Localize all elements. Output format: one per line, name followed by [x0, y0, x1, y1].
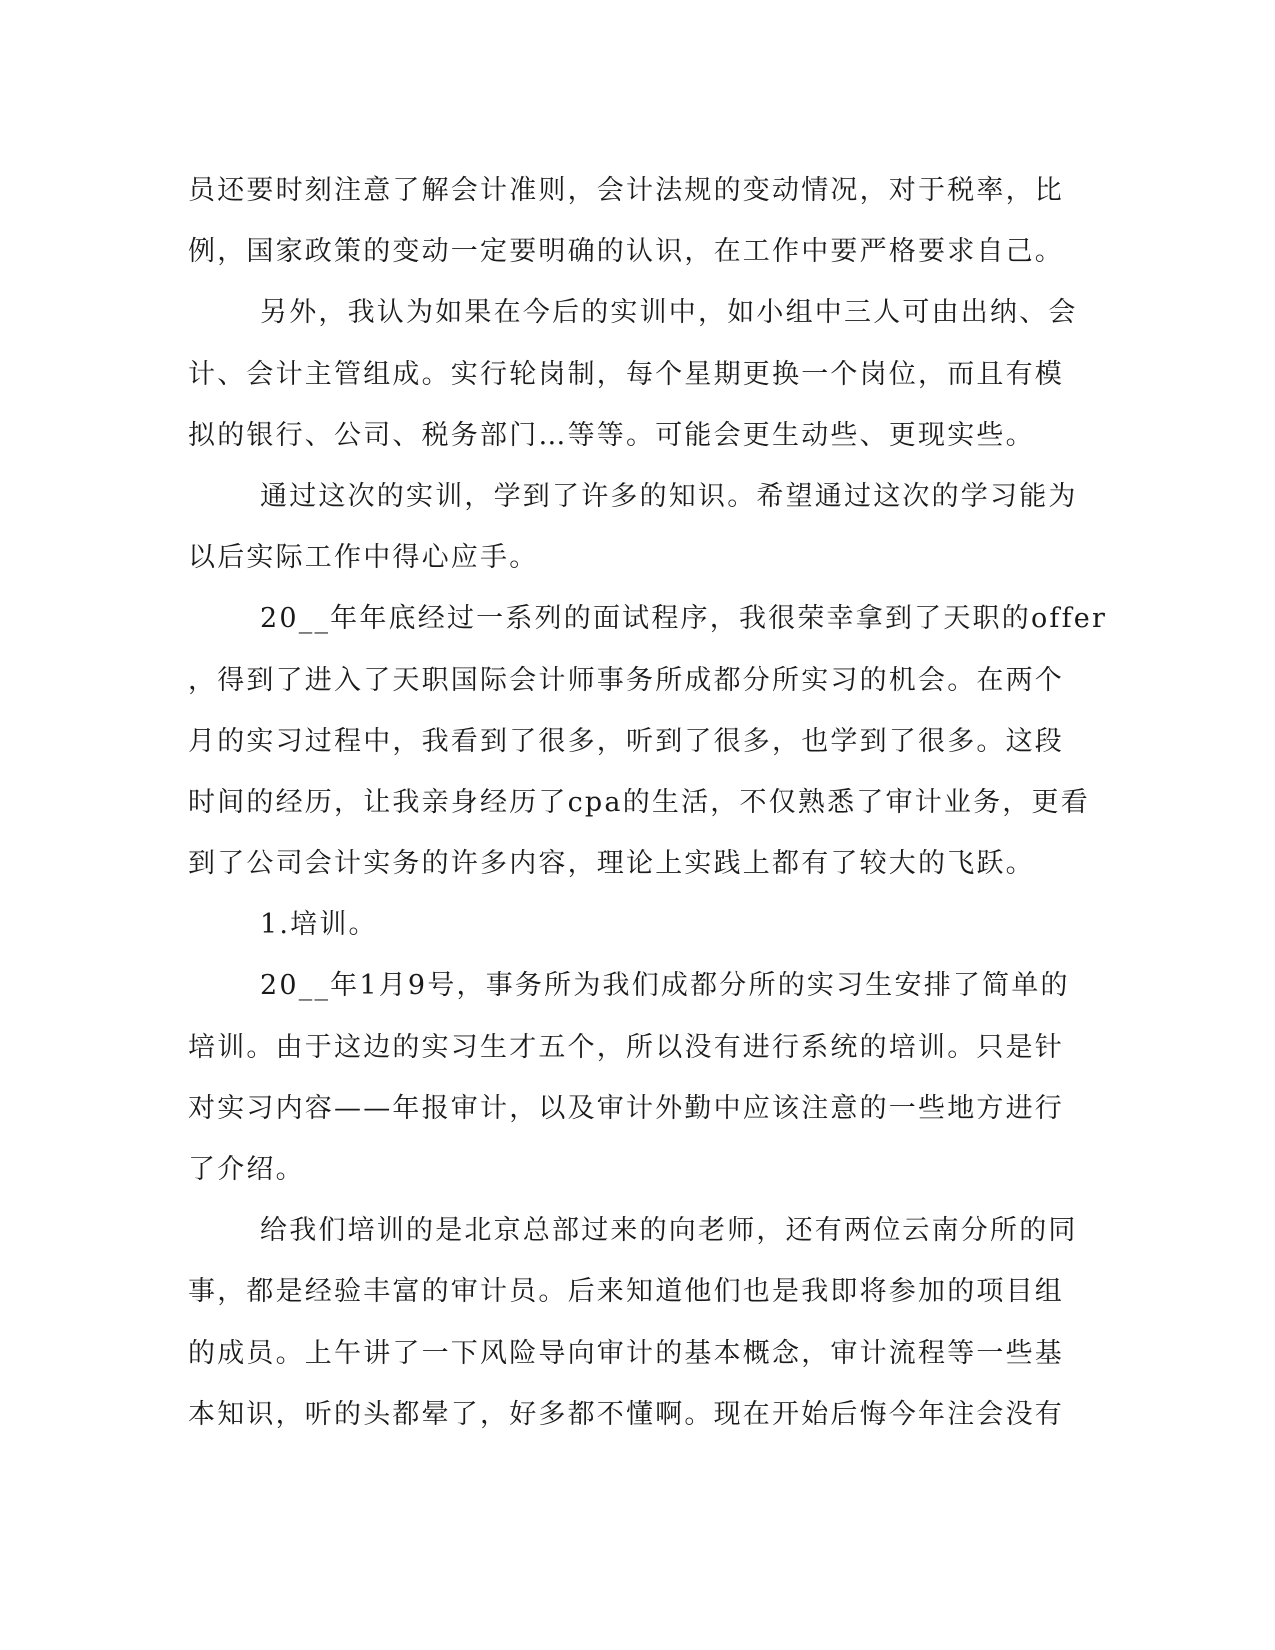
text-line: 拟的银行、公司、税务部门…等等。可能会更生动些、更现实些。	[188, 419, 1035, 451]
text-line: 时间的经历，让我亲身经历了cpa的生活，不仅熟悉了审计业务，更看	[188, 786, 1090, 818]
text-line: 计、会计主管组成。实行轮岗制，每个星期更换一个岗位，而且有模	[188, 358, 1064, 390]
text-line: ，得到了进入了天职国际会计师事务所成都分所实习的机会。在两个	[188, 664, 1064, 696]
text-line: 对实习内容——年报审计，以及审计外勤中应该注意的一些地方进行	[188, 1092, 1064, 1124]
paragraph-first-line: 20__年年底经过一系列的面试程序，我很荣幸拿到了天职的offer	[260, 603, 1108, 635]
text-line: 例，国家政策的变动一定要明确的认识，在工作中要严格要求自己。	[188, 236, 1064, 268]
paragraph-first-line: 另外，我认为如果在今后的实训中，如小组中三人可由出纳、会	[260, 297, 1078, 329]
paragraph-first-line: 20__年1月9号，事务所为我们成都分所的实习生安排了简单的	[260, 970, 1070, 1002]
paragraph-first-line: 给我们培训的是北京总部过来的向老师，还有两位云南分所的同	[260, 1215, 1078, 1247]
text-line: 到了公司会计实务的许多内容，理论上实践上都有了较大的飞跃。	[188, 848, 1035, 880]
paragraph-first-line: 通过这次的实训，学到了许多的知识。希望通过这次的学习能为	[260, 480, 1078, 512]
text-line: 了介绍。	[188, 1154, 305, 1185]
text-line: 本知识，听的头都晕了，好多都不懂啊。现在开始后悔今年注会没有	[188, 1398, 1064, 1430]
section-heading: 1.培训。	[260, 909, 378, 941]
text-line: 月的实习过程中，我看到了很多，听到了很多，也学到了很多。这段	[188, 725, 1064, 757]
text-line: 培训。由于这边的实习生才五个，所以没有进行系统的培训。只是针	[188, 1031, 1064, 1063]
text-line: 以后实际工作中得心应手。	[188, 542, 539, 574]
text-line: 的成员。上午讲了一下风险导向审计的基本概念，审计流程等一些基	[188, 1337, 1064, 1369]
document-body	[188, 160, 1108, 1445]
text-line: 员还要时刻注意了解会计准则，会计法规的变动情况，对于税率，比	[188, 175, 1064, 206]
text-line: 事，都是经验丰富的审计员。后来知道他们也是我即将参加的项目组	[188, 1276, 1064, 1308]
